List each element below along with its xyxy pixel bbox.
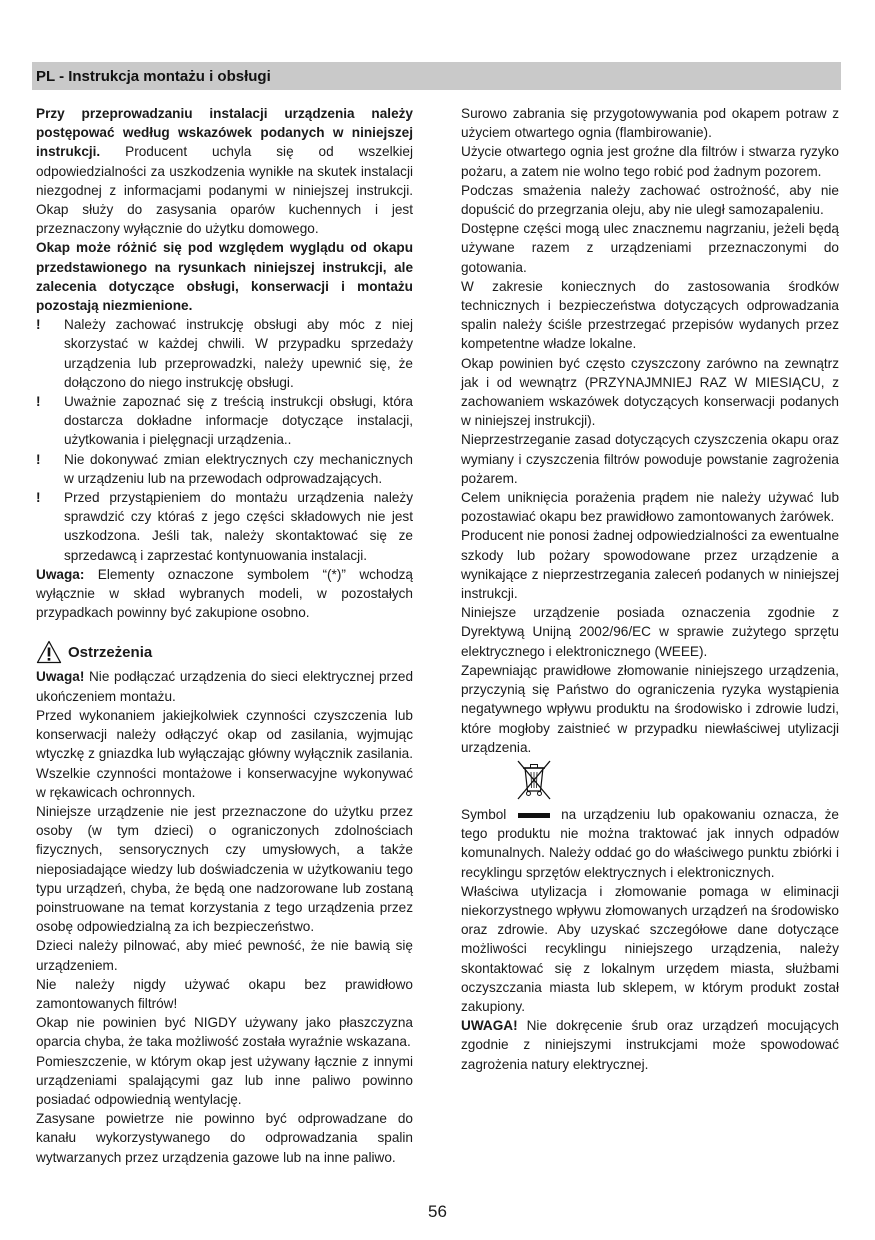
final-warning bbox=[461, 1016, 839, 1074]
warning-triangle-icon bbox=[36, 640, 62, 664]
appearance-note bbox=[36, 238, 413, 315]
safety-paragraph: Podczas smażenia należy zachować ostrożność, aby nie dopuścić do przegrzania oleju, aby nie uległ samozapaleniu. bbox=[461, 182, 839, 218]
bullet-item bbox=[36, 392, 413, 450]
safety-paragraph: Zapewniając prawidłowe złomowanie niniejszego urządzenia, przyczynią się Państwo do ograniczenia ryzyka wystąpienia negatywnego wpływu produktu na środowisko i zdrowie ludzi, które mogłoby zaistnieć w przypadku niewłaściwej utylizacji urządzenia. bbox=[461, 662, 839, 755]
disposal-paragraph: Właściwa utylizacja i złomowanie pomaga w eliminacji niekorzystnego wpływu złomowanych urządzeń na środowisko oraz zdrowie. Aby uzyskać szczegółowe dane dotyczące możliwości recyklingu niniejszego urządzenia, należy skontaktować się z lokalnym urzędem miasta, służbami oczyszczania miasta lub sklepem, w którym produkt został zakupiony. bbox=[461, 883, 839, 1014]
warning-paragraph: Pomieszczenie, w którym okap jest używany łącznie z innymi urządzeniami spalającymi gaz lub inne paliwo powinno posiadać odpowiednią wentylację. bbox=[36, 1053, 413, 1107]
page-number: 56 bbox=[428, 1202, 447, 1221]
left-column bbox=[36, 104, 413, 1167]
bullet-text: Uważnie zapoznać się z treścią instrukcji obsługi, która dostarcza dokładne informacje dotyczące instalacji, użytkowania i pielęgnacji urządzenia.. bbox=[64, 394, 413, 448]
section-header bbox=[32, 62, 841, 90]
exclamation-icon: ! bbox=[36, 451, 41, 467]
safety-paragraph: Nieprzestrzeganie zasad dotyczących czyszczenia okapu oraz wymiany i czyszczenia filtrów powoduje powstanie zagrożenia pożarem. bbox=[461, 432, 839, 486]
bullet-item bbox=[36, 488, 413, 565]
warning-label: Uwaga! bbox=[36, 669, 85, 685]
warning-paragraph: Wszelkie czynności montażowe i konserwacyjne wykonywać w rękawicach ochronnych. bbox=[36, 765, 413, 800]
crossed-bin-icon bbox=[515, 759, 553, 801]
section-title: PL - Instrukcja montażu i obsługi bbox=[36, 68, 271, 85]
safety-paragraph: Celem uniknięcia porażenia prądem nie należy używać lub pozostawiać okapu bez prawidłowo zamontowanych żarówek. bbox=[461, 490, 839, 525]
safety-paragraph: W zakresie koniecznych do zastosowania środków technicznych i bezpieczeństwa dotyczących odprowadzania spalin należy ściśle przestrzegać przepisów wydanych przez kompetentne władze lokalne. bbox=[461, 278, 839, 352]
final-label: UWAGA! bbox=[461, 1018, 518, 1034]
exclamation-icon: ! bbox=[36, 490, 41, 506]
bullet-text: Przed przystąpieniem do montażu urządzenia należy sprawdzić czy któraś z jego części składowych nie jest uszkodzona. Jeśli tak, należy skontaktować się ze sprzedawcą i zaprzestać kontynuowania instalacji. bbox=[64, 490, 413, 563]
exclamation-icon: ! bbox=[36, 317, 41, 333]
safety-paragraph: Surowo zabrania się przygotowywania pod okapem potraw z użyciem otwartego ognia (flambirowanie). bbox=[461, 106, 839, 141]
warning-paragraph: Okap nie powinien być NIGDY używany jako płaszczyzna oparcia chyba, że taka możliwość została wyraźnie wskazana. bbox=[36, 1015, 413, 1050]
symbol-word: Symbol bbox=[461, 806, 507, 822]
weee-bar-icon bbox=[518, 813, 550, 818]
safety-paragraph: Okap powinien być często czyszczony zarówno na zewnątrz jak i od wewnątrz (PRZYNAJMNIEJ RAZ W MIESIĄCU, z zachowaniem wskazówek dotyczących konserwacji podanych w niniejszej instrukcji). bbox=[461, 355, 839, 429]
safety-paragraph: Producent nie ponosi żadnej odpowiedzialności za ewentualne szkody lub pożary spowodowane przez urządzenie a wynikające z nieprzestrzegania zaleceń podanych w niniejszej instrukcji. bbox=[461, 528, 839, 602]
bullet-text: Należy zachować instrukcję obsługi aby móc z niej skorzystać w każdej chwili. W przypadku sprzedaży urządzenia lub przeprowadzki, należy upewnić się, że dołączono do niego instrukcję obsługi. bbox=[64, 317, 413, 390]
weee-symbol bbox=[461, 759, 839, 803]
appearance-bold: Okap może różnić się pod względem wyglądu od okapu przedstawionego na rysunkach niniejszej instrukcji, ale zalecenia dotyczące obsługi, konserwacji i montażu pozostają niezmienione. bbox=[36, 240, 413, 314]
warning-paragraph: Przed wykonaniem jakiejkolwiek czynności czyszczenia lub konserwacji należy odłączyć okap od zasilania, wyjmując wtyczkę z gniazdka lub wyłączając główny wyłącznik zasilania. bbox=[36, 707, 414, 762]
intro-bold: Przy przeprowadzaniu instalacji urządzenia należy postępować według wskazówek podanych w niniejszej instrukcji. bbox=[36, 106, 413, 160]
safety-paragraph: Użycie otwartego ognia jest groźne dla filtrów i stwarza ryzyko pożaru, a zatem nie wolno tego robić pod żadnym pozorem. bbox=[461, 144, 839, 179]
warning-paragraph: Zasysane powietrze nie powinno być odprowadzane do kanału wykorzystywanego do odprowadzania spalin wytwarzanych przez urządzenia gazowe lub na inne paliwo. bbox=[36, 1111, 413, 1165]
warning-paragraph bbox=[36, 667, 413, 705]
note-label: Uwaga: bbox=[36, 566, 85, 582]
warnings-heading bbox=[36, 640, 413, 664]
intro-paragraph bbox=[36, 104, 413, 238]
warnings-title: Ostrzeżenia bbox=[68, 643, 153, 661]
exclamation-icon: ! bbox=[36, 394, 41, 410]
final-text: Nie dokręcenie śrub oraz urządzeń mocujących zgodnie z niniejszymi instrukcjami może spowodować zagrożenia natury elektrycznej. bbox=[461, 1018, 839, 1072]
bullet-item bbox=[36, 450, 413, 488]
bullet-text: Nie dokonywać zmian elektrycznych czy mechanicznych w urządzeniu lub na przewodach odprowadzających. bbox=[64, 451, 413, 486]
safety-paragraph: Dostępne części mogą ulec znacznemu nagrzaniu, jeżeli będą używane razem z urządzeniami przeznaczonymi do gotowania. bbox=[461, 221, 839, 275]
models-note bbox=[36, 565, 413, 623]
warning-paragraph: Dzieci należy pilnować, aby mieć pewność, że nie bawią się urządzeniem. bbox=[36, 938, 413, 973]
symbol-text: na urządzeniu lub opakowaniu oznacza, że tego produktu nie można traktować jak innych odpadów komunalnych. Należy oddać go do właściwego punktu zbiórki i recyklingu sprzętów elektrycznych i elektronicznych. bbox=[461, 806, 839, 880]
warning-text: Nie podłączać urządzenia do sieci elektrycznej przed ukończeniem montażu. bbox=[36, 669, 413, 704]
safety-paragraph: Niniejsze urządzenie posiada oznaczenia zgodnie z Dyrektywą Unijną 2002/96/EC w sprawie zużytego sprzętu elektrycznego i elektronicznego (WEEE). bbox=[461, 605, 839, 659]
note-text: Elementy oznaczone symbolem “(*)” wchodzą wyłącznie w skład wybranych modeli, w pozostałych przypadkach powinny być zakupione osobno. bbox=[36, 566, 413, 621]
right-column bbox=[461, 104, 839, 1074]
intro-rest: Producent uchyla się od wszelkiej odpowiedzialności za uszkodzenia wynikłe na skutek instalacji niezgodnej z informacjami podanymi w niniejszej instrukcji. Okap służy do zasysania oparów kuchennych i jest przeznaczony wyłącznie do użytku domowego. bbox=[36, 144, 413, 237]
warning-paragraph: Nie należy nigdy używać okapu bez prawidłowo zamontowanych filtrów! bbox=[36, 976, 413, 1011]
bullet-item bbox=[36, 315, 413, 392]
warning-paragraph: Niniejsze urządzenie nie jest przeznaczone do użytku przez osoby (w tym dzieci) o ograniczonych zdolnościach fizycznych, sensorycznych czy umysłowych, a także nieposiadające wiedzy lub doświadczenia w użytkowaniu tego typu urządzeń, chyba, że będą one nadzorowane lub zostaną poinstruowane na temat korzystania z tego urządzenia przez osobę odpowiedzialną za ich bezpieczeństwo. bbox=[36, 803, 413, 935]
symbol-paragraph bbox=[461, 805, 839, 882]
